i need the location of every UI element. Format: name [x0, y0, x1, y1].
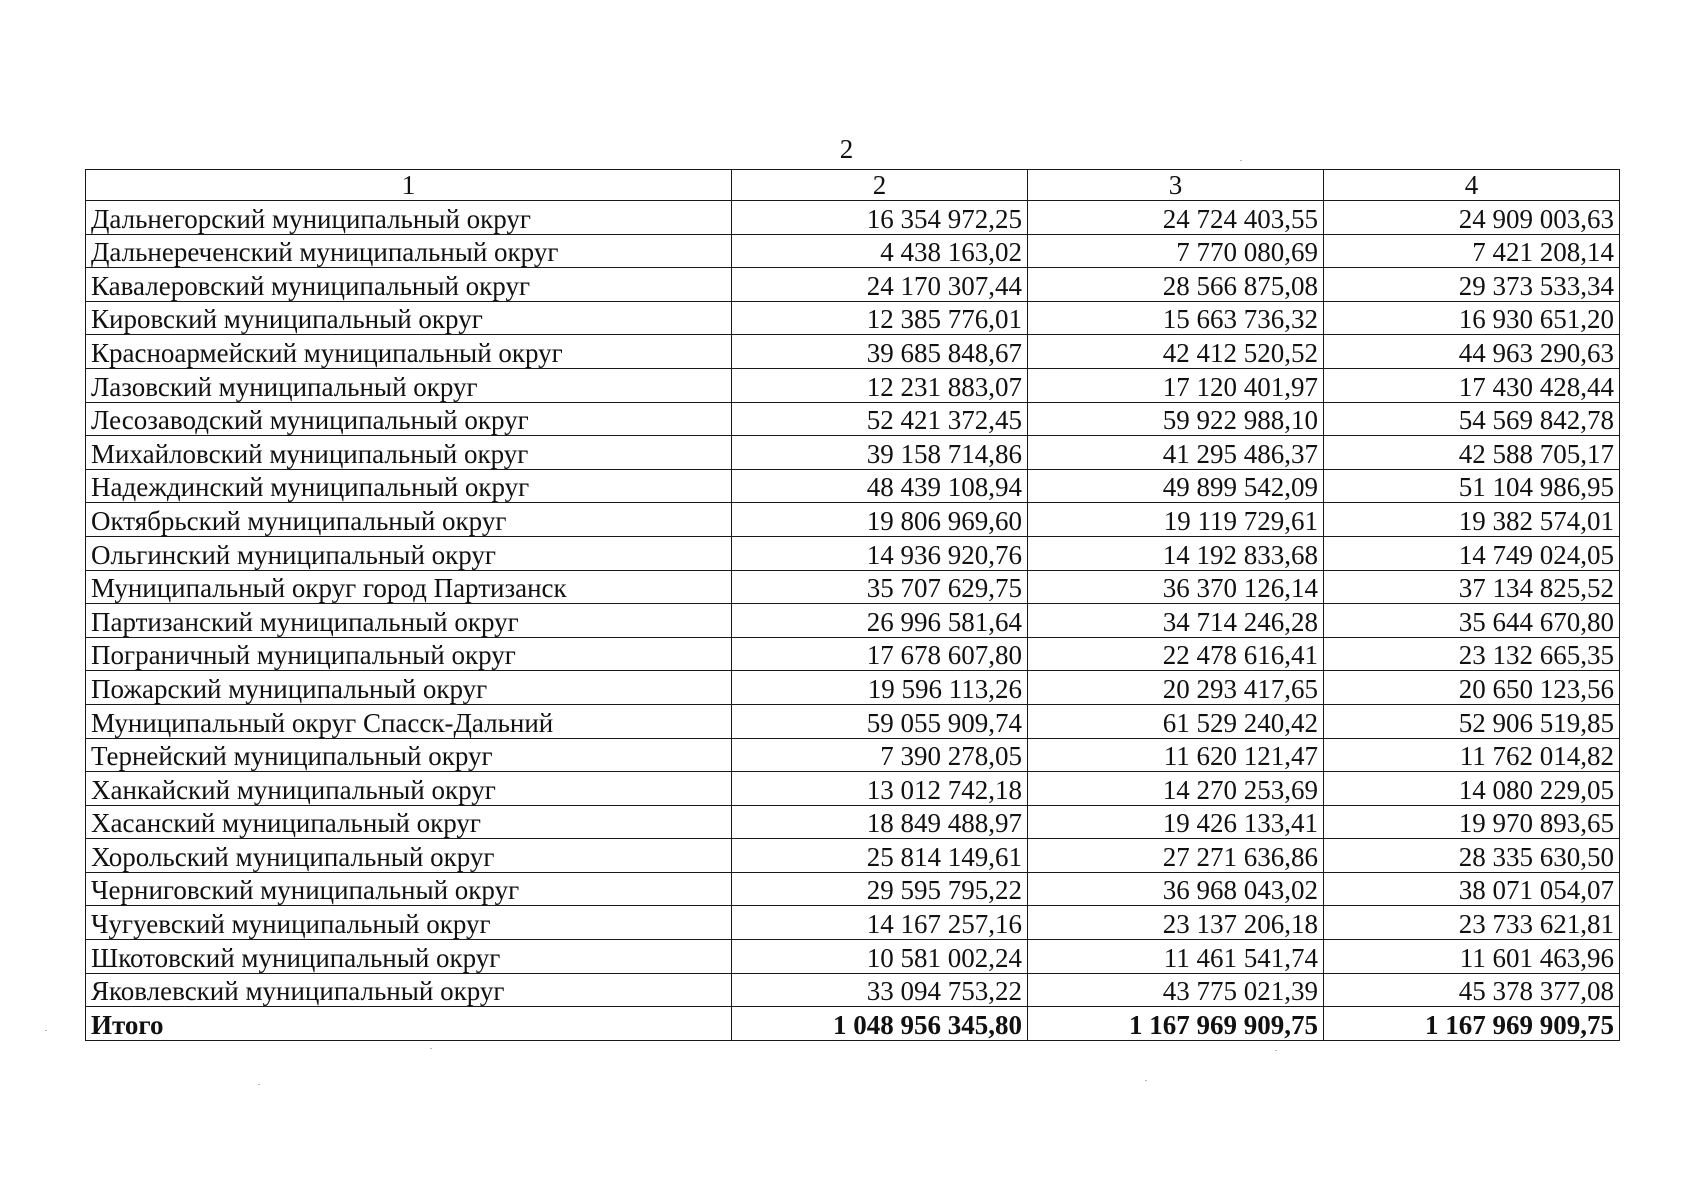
value-col-3: 19 426 133,41: [1028, 805, 1324, 839]
value-col-3: 22 478 616,41: [1028, 637, 1324, 671]
value-col-2: 19 806 969,60: [732, 503, 1028, 537]
table-row: [86, 805, 1620, 839]
value-col-2: 18 849 488,97: [732, 805, 1028, 839]
value-col-3: 28 566 875,08: [1028, 268, 1324, 302]
value-col-4: 7 421 208,14: [1324, 234, 1620, 268]
table-row: [86, 402, 1620, 436]
value-col-4: 24 909 003,63: [1324, 201, 1620, 235]
value-col-2: 26 996 581,64: [732, 604, 1028, 638]
municipality-name: Ольгинский муниципальный округ: [86, 536, 732, 570]
value-col-4: 42 588 705,17: [1324, 436, 1620, 470]
scan-speck: [1275, 1050, 1277, 1051]
total-row: [86, 1007, 1620, 1041]
value-col-2: 33 094 753,22: [732, 973, 1028, 1007]
table-row: [86, 671, 1620, 705]
value-col-4: 54 569 842,78: [1324, 402, 1620, 436]
value-col-3: 49 899 542,09: [1028, 469, 1324, 503]
municipality-name: Хорольский муниципальный округ: [86, 839, 732, 873]
table-body: [86, 201, 1620, 1041]
column-header-3: 3: [1028, 170, 1324, 201]
value-col-3: 11 620 121,47: [1028, 738, 1324, 772]
total-value-2: 1 048 956 345,80: [732, 1007, 1028, 1041]
table-row: [86, 201, 1620, 235]
value-col-4: 11 762 014,82: [1324, 738, 1620, 772]
value-col-2: 16 354 972,25: [732, 201, 1028, 235]
value-col-4: 23 132 665,35: [1324, 637, 1620, 671]
municipality-name: Муниципальный округ Спасск-Дальний: [86, 704, 732, 738]
value-col-2: 12 385 776,01: [732, 301, 1028, 335]
value-col-3: 20 293 417,65: [1028, 671, 1324, 705]
value-col-4: 35 644 670,80: [1324, 604, 1620, 638]
table-row: [86, 940, 1620, 974]
value-col-2: 24 170 307,44: [732, 268, 1028, 302]
value-col-2: 19 596 113,26: [732, 671, 1028, 705]
municipality-name: Пограничный муниципальный округ: [86, 637, 732, 671]
value-col-2: 35 707 629,75: [732, 570, 1028, 604]
value-col-4: 29 373 533,34: [1324, 268, 1620, 302]
value-col-4: 44 963 290,63: [1324, 335, 1620, 369]
table-row: [86, 301, 1620, 335]
table-row: [86, 503, 1620, 537]
municipality-name: Кавалеровский муниципальный округ: [86, 268, 732, 302]
value-col-4: 37 134 825,52: [1324, 570, 1620, 604]
table-row: [86, 368, 1620, 402]
value-col-4: 19 382 574,01: [1324, 503, 1620, 537]
value-col-3: 61 529 240,42: [1028, 704, 1324, 738]
scan-speck: [1145, 1080, 1147, 1081]
value-col-3: 42 412 520,52: [1028, 335, 1324, 369]
value-col-3: 41 295 486,37: [1028, 436, 1324, 470]
municipality-name: Партизанский муниципальный округ: [86, 604, 732, 638]
value-col-3: 14 270 253,69: [1028, 772, 1324, 806]
value-col-3: 27 271 636,86: [1028, 839, 1324, 873]
value-col-3: 36 370 126,14: [1028, 570, 1324, 604]
total-label: Итого: [86, 1007, 732, 1041]
municipality-name: Тернейский муниципальный округ: [86, 738, 732, 772]
value-col-4: 52 906 519,85: [1324, 704, 1620, 738]
table-row: [86, 738, 1620, 772]
value-col-4: 17 430 428,44: [1324, 368, 1620, 402]
value-col-3: 19 119 729,61: [1028, 503, 1324, 537]
data-table: [85, 169, 1620, 1041]
table-row: [86, 973, 1620, 1007]
value-col-4: 19 970 893,65: [1324, 805, 1620, 839]
value-col-2: 14 936 920,76: [732, 536, 1028, 570]
value-col-3: 17 120 401,97: [1028, 368, 1324, 402]
page-number: 2: [839, 134, 854, 164]
table-row: [86, 536, 1620, 570]
value-col-2: 29 595 795,22: [732, 872, 1028, 906]
municipality-name: Шкотовский муниципальный округ: [86, 940, 732, 974]
municipality-name: Пожарский муниципальный округ: [86, 671, 732, 705]
value-col-3: 15 663 736,32: [1028, 301, 1324, 335]
value-col-2: 12 231 883,07: [732, 368, 1028, 402]
table-row: [86, 335, 1620, 369]
value-col-4: 16 930 651,20: [1324, 301, 1620, 335]
value-col-4: 14 080 229,05: [1324, 772, 1620, 806]
total-value-4: 1 167 969 909,75: [1324, 1007, 1620, 1041]
value-col-3: 24 724 403,55: [1028, 201, 1324, 235]
table-row: [86, 906, 1620, 940]
value-col-4: 51 104 986,95: [1324, 469, 1620, 503]
value-col-4: 38 071 054,07: [1324, 872, 1620, 906]
table-row: [86, 772, 1620, 806]
value-col-2: 39 685 848,67: [732, 335, 1028, 369]
value-col-2: 25 814 149,61: [732, 839, 1028, 873]
municipality-name: Надеждинский муниципальный округ: [86, 469, 732, 503]
value-col-3: 59 922 988,10: [1028, 402, 1324, 436]
table-row: [86, 234, 1620, 268]
value-col-4: 28 335 630,50: [1324, 839, 1620, 873]
municipality-name: Муниципальный округ город Партизанск: [86, 570, 732, 604]
value-col-2: 10 581 002,24: [732, 940, 1028, 974]
table-row: [86, 268, 1620, 302]
table-row: [86, 469, 1620, 503]
municipality-name: Кировский муниципальный округ: [86, 301, 732, 335]
value-col-3: 11 461 541,74: [1028, 940, 1324, 974]
column-header-2: 2: [732, 170, 1028, 201]
value-col-3: 36 968 043,02: [1028, 872, 1324, 906]
municipality-name: Дальнереченский муниципальный округ: [86, 234, 732, 268]
table-row: [86, 839, 1620, 873]
header-row: [86, 170, 1620, 201]
municipality-name: Черниговский муниципальный округ: [86, 872, 732, 906]
value-col-2: 39 158 714,86: [732, 436, 1028, 470]
value-col-2: 52 421 372,45: [732, 402, 1028, 436]
value-col-4: 11 601 463,96: [1324, 940, 1620, 974]
scan-speck: [258, 1084, 260, 1085]
municipality-name: Ханкайский муниципальный округ: [86, 772, 732, 806]
scan-speck: [430, 1048, 432, 1049]
municipality-name: Яковлевский муниципальный округ: [86, 973, 732, 1007]
value-col-2: 4 438 163,02: [732, 234, 1028, 268]
column-header-4: 4: [1324, 170, 1620, 201]
value-col-2: 14 167 257,16: [732, 906, 1028, 940]
municipality-name: Октябрьский муниципальный округ: [86, 503, 732, 537]
value-col-2: 48 439 108,94: [732, 469, 1028, 503]
municipality-name: Хасанский муниципальный округ: [86, 805, 732, 839]
value-col-2: 13 012 742,18: [732, 772, 1028, 806]
value-col-3: 34 714 246,28: [1028, 604, 1324, 638]
value-col-3: 23 137 206,18: [1028, 906, 1324, 940]
scan-speck: [45, 1030, 47, 1031]
value-col-2: 17 678 607,80: [732, 637, 1028, 671]
municipality-name: Дальнегорский муниципальный округ: [86, 201, 732, 235]
table-row: [86, 570, 1620, 604]
value-col-4: 14 749 024,05: [1324, 536, 1620, 570]
table-row: [86, 872, 1620, 906]
municipality-name: Лазовский муниципальный округ: [86, 368, 732, 402]
municipality-name: Михайловский муниципальный округ: [86, 436, 732, 470]
table-row: [86, 637, 1620, 671]
value-col-4: 20 650 123,56: [1324, 671, 1620, 705]
value-col-4: 45 378 377,08: [1324, 973, 1620, 1007]
municipality-name: Чугуевский муниципальный округ: [86, 906, 732, 940]
value-col-2: 59 055 909,74: [732, 704, 1028, 738]
scan-speck: [1240, 160, 1242, 161]
municipality-name: Лесозаводский муниципальный округ: [86, 402, 732, 436]
value-col-3: 14 192 833,68: [1028, 536, 1324, 570]
value-col-2: 7 390 278,05: [732, 738, 1028, 772]
value-col-3: 7 770 080,69: [1028, 234, 1324, 268]
total-value-3: 1 167 969 909,75: [1028, 1007, 1324, 1041]
table-row: [86, 704, 1620, 738]
table-row: [86, 604, 1620, 638]
municipality-name: Красноармейский муниципальный округ: [86, 335, 732, 369]
value-col-3: 43 775 021,39: [1028, 973, 1324, 1007]
table-row: [86, 436, 1620, 470]
value-col-4: 23 733 621,81: [1324, 906, 1620, 940]
column-header-1: 1: [86, 170, 732, 201]
